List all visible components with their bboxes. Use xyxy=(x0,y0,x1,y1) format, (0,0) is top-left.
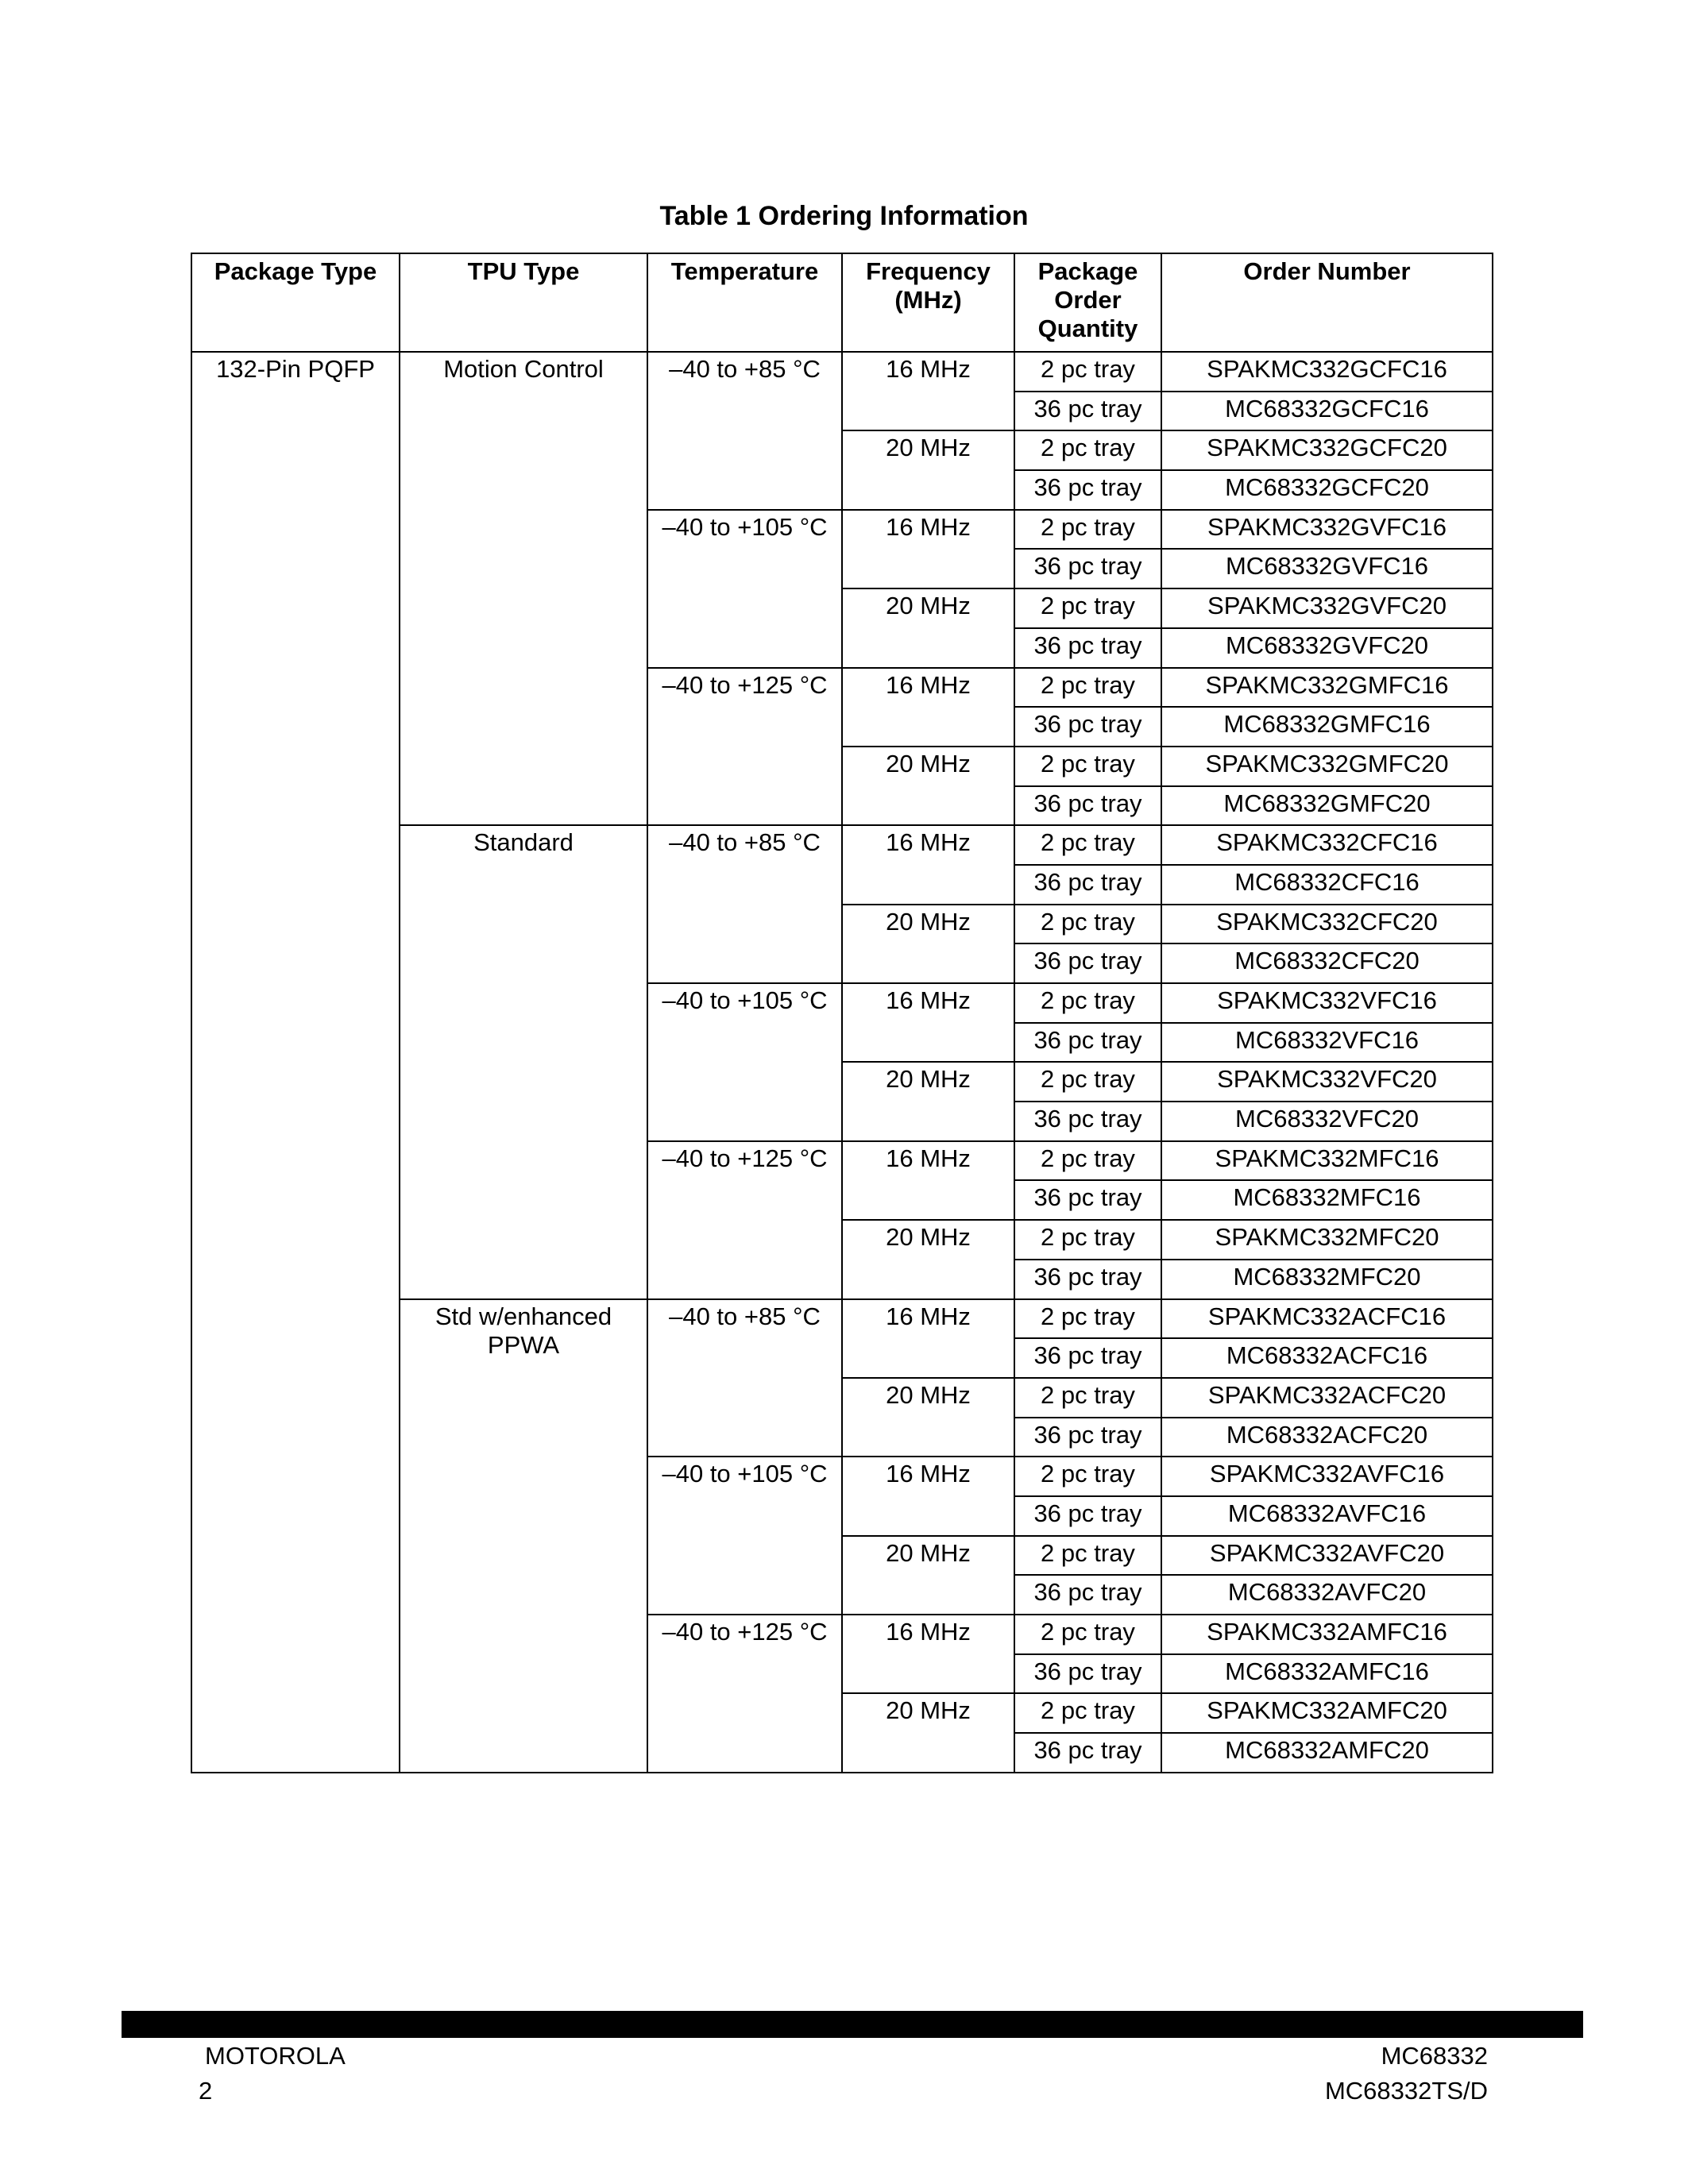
frequency-cell: 16 MHz xyxy=(842,1141,1014,1220)
quantity-cell: 2 pc tray xyxy=(1014,1378,1161,1418)
quantity-cell: 36 pc tray xyxy=(1014,707,1161,747)
header-temperature: Temperature xyxy=(647,253,842,352)
temperature-cell: –40 to +125 °C xyxy=(647,1615,842,1773)
order-number-cell: MC68332ACFC20 xyxy=(1161,1418,1493,1457)
quantity-cell: 2 pc tray xyxy=(1014,983,1161,1023)
footer-document-number: MC68332TS/D xyxy=(1324,2077,1488,2105)
quantity-cell: 2 pc tray xyxy=(1014,1457,1161,1496)
quantity-cell: 36 pc tray xyxy=(1014,786,1161,826)
order-number-cell: SPAKMC332AMFC16 xyxy=(1161,1615,1493,1654)
quantity-cell: 2 pc tray xyxy=(1014,430,1161,470)
ordering-information-table xyxy=(191,253,1493,1773)
order-number-cell: SPAKMC332GVFC16 xyxy=(1161,510,1493,550)
temperature-cell: –40 to +125 °C xyxy=(647,668,842,826)
footer-rule xyxy=(122,2011,1583,2038)
quantity-cell: 2 pc tray xyxy=(1014,510,1161,550)
temperature-cell: –40 to +105 °C xyxy=(647,510,842,668)
frequency-cell: 16 MHz xyxy=(842,668,1014,747)
tpu-type-cell: Std w/enhanced PPWA xyxy=(400,1299,647,1773)
table-row xyxy=(191,352,1493,392)
quantity-cell: 36 pc tray xyxy=(1014,549,1161,588)
quantity-cell: 36 pc tray xyxy=(1014,1102,1161,1141)
quantity-cell: 36 pc tray xyxy=(1014,1260,1161,1299)
header-tpu-type: TPU Type xyxy=(400,253,647,352)
quantity-cell: 2 pc tray xyxy=(1014,352,1161,392)
order-number-cell: MC68332GVFC16 xyxy=(1161,549,1493,588)
order-number-cell: MC68332GMFC20 xyxy=(1161,786,1493,826)
quantity-cell: 2 pc tray xyxy=(1014,1536,1161,1576)
quantity-cell: 36 pc tray xyxy=(1014,1418,1161,1457)
order-number-cell: SPAKMC332VFC16 xyxy=(1161,983,1493,1023)
quantity-cell: 2 pc tray xyxy=(1014,1299,1161,1339)
quantity-cell: 2 pc tray xyxy=(1014,1615,1161,1654)
footer-part-number: MC68332 xyxy=(1381,2042,1488,2070)
frequency-cell: 20 MHz xyxy=(842,905,1014,983)
order-number-cell: MC68332GCFC20 xyxy=(1161,470,1493,510)
tpu-type-cell: Standard xyxy=(400,825,647,1298)
order-number-cell: SPAKMC332AMFC20 xyxy=(1161,1693,1493,1733)
quantity-cell: 36 pc tray xyxy=(1014,392,1161,431)
order-number-cell: SPAKMC332GCFC20 xyxy=(1161,430,1493,470)
frequency-cell: 16 MHz xyxy=(842,825,1014,904)
frequency-cell: 20 MHz xyxy=(842,1693,1014,1772)
quantity-cell: 36 pc tray xyxy=(1014,470,1161,510)
order-number-cell: SPAKMC332GCFC16 xyxy=(1161,352,1493,392)
order-number-cell: MC68332ACFC16 xyxy=(1161,1338,1493,1378)
quantity-cell: 2 pc tray xyxy=(1014,588,1161,628)
order-number-cell: SPAKMC332GMFC20 xyxy=(1161,747,1493,786)
temperature-cell: –40 to +105 °C xyxy=(647,1457,842,1615)
temperature-cell: –40 to +85 °C xyxy=(647,825,842,983)
quantity-cell: 2 pc tray xyxy=(1014,1141,1161,1181)
order-number-cell: SPAKMC332GMFC16 xyxy=(1161,668,1493,708)
header-package-order-quantity: Package Order Quantity xyxy=(1014,253,1161,352)
order-number-cell: MC68332VFC16 xyxy=(1161,1023,1493,1063)
package-type-cell: 132-Pin PQFP xyxy=(191,352,400,1773)
order-number-cell: MC68332CFC20 xyxy=(1161,943,1493,983)
order-number-cell: MC68332VFC20 xyxy=(1161,1102,1493,1141)
order-number-cell: MC68332AMFC16 xyxy=(1161,1654,1493,1694)
order-number-cell: SPAKMC332CFC16 xyxy=(1161,825,1493,865)
quantity-cell: 36 pc tray xyxy=(1014,865,1161,905)
order-number-cell: SPAKMC332ACFC20 xyxy=(1161,1378,1493,1418)
frequency-cell: 20 MHz xyxy=(842,588,1014,667)
frequency-cell: 16 MHz xyxy=(842,1299,1014,1378)
order-number-cell: MC68332GMFC16 xyxy=(1161,707,1493,747)
frequency-cell: 16 MHz xyxy=(842,352,1014,430)
order-number-cell: SPAKMC332GVFC20 xyxy=(1161,588,1493,628)
frequency-cell: 20 MHz xyxy=(842,747,1014,825)
order-number-cell: SPAKMC332MFC20 xyxy=(1161,1220,1493,1260)
frequency-cell: 16 MHz xyxy=(842,983,1014,1062)
quantity-cell: 36 pc tray xyxy=(1014,943,1161,983)
frequency-cell: 16 MHz xyxy=(842,1457,1014,1535)
frequency-cell: 20 MHz xyxy=(842,1536,1014,1615)
frequency-cell: 16 MHz xyxy=(842,1615,1014,1693)
quantity-cell: 2 pc tray xyxy=(1014,1062,1161,1102)
quantity-cell: 2 pc tray xyxy=(1014,668,1161,708)
order-number-cell: MC68332MFC20 xyxy=(1161,1260,1493,1299)
header-package-type: Package Type xyxy=(191,253,400,352)
order-number-cell: SPAKMC332CFC20 xyxy=(1161,905,1493,944)
order-number-cell: SPAKMC332AVFC16 xyxy=(1161,1457,1493,1496)
tpu-type-cell: Motion Control xyxy=(400,352,647,825)
quantity-cell: 36 pc tray xyxy=(1014,1654,1161,1694)
table-title: Table 1 Ordering Information xyxy=(659,201,1029,231)
order-number-cell: MC68332AVFC16 xyxy=(1161,1496,1493,1536)
header-order-number: Order Number xyxy=(1161,253,1493,352)
quantity-cell: 2 pc tray xyxy=(1014,825,1161,865)
frequency-cell: 20 MHz xyxy=(842,1220,1014,1298)
frequency-cell: 16 MHz xyxy=(842,510,1014,588)
quantity-cell: 36 pc tray xyxy=(1014,1733,1161,1773)
order-number-cell: MC68332MFC16 xyxy=(1161,1180,1493,1220)
footer-page-number: 2 xyxy=(199,2077,213,2105)
order-number-cell: MC68332CFC16 xyxy=(1161,865,1493,905)
quantity-cell: 2 pc tray xyxy=(1014,747,1161,786)
temperature-cell: –40 to +85 °C xyxy=(647,352,842,510)
frequency-cell: 20 MHz xyxy=(842,1378,1014,1457)
order-number-cell: MC68332AVFC20 xyxy=(1161,1575,1493,1615)
order-number-cell: MC68332AMFC20 xyxy=(1161,1733,1493,1773)
order-number-cell: SPAKMC332ACFC16 xyxy=(1161,1299,1493,1339)
order-number-cell: MC68332GVFC20 xyxy=(1161,628,1493,668)
order-number-cell: SPAKMC332VFC20 xyxy=(1161,1062,1493,1102)
frequency-cell: 20 MHz xyxy=(842,430,1014,509)
quantity-cell: 2 pc tray xyxy=(1014,1693,1161,1733)
temperature-cell: –40 to +125 °C xyxy=(647,1141,842,1299)
header-frequency: Frequency (MHz) xyxy=(842,253,1014,352)
order-number-cell: MC68332GCFC16 xyxy=(1161,392,1493,431)
quantity-cell: 2 pc tray xyxy=(1014,905,1161,944)
footer-brand: MOTOROLA xyxy=(205,2042,346,2070)
quantity-cell: 36 pc tray xyxy=(1014,1575,1161,1615)
quantity-cell: 36 pc tray xyxy=(1014,1338,1161,1378)
order-number-cell: SPAKMC332AVFC20 xyxy=(1161,1536,1493,1576)
quantity-cell: 36 pc tray xyxy=(1014,1496,1161,1536)
quantity-cell: 36 pc tray xyxy=(1014,628,1161,668)
quantity-cell: 2 pc tray xyxy=(1014,1220,1161,1260)
table-header-row xyxy=(191,253,1493,352)
quantity-cell: 36 pc tray xyxy=(1014,1180,1161,1220)
quantity-cell: 36 pc tray xyxy=(1014,1023,1161,1063)
temperature-cell: –40 to +105 °C xyxy=(647,983,842,1141)
frequency-cell: 20 MHz xyxy=(842,1062,1014,1140)
temperature-cell: –40 to +85 °C xyxy=(647,1299,842,1457)
order-number-cell: SPAKMC332MFC16 xyxy=(1161,1141,1493,1181)
